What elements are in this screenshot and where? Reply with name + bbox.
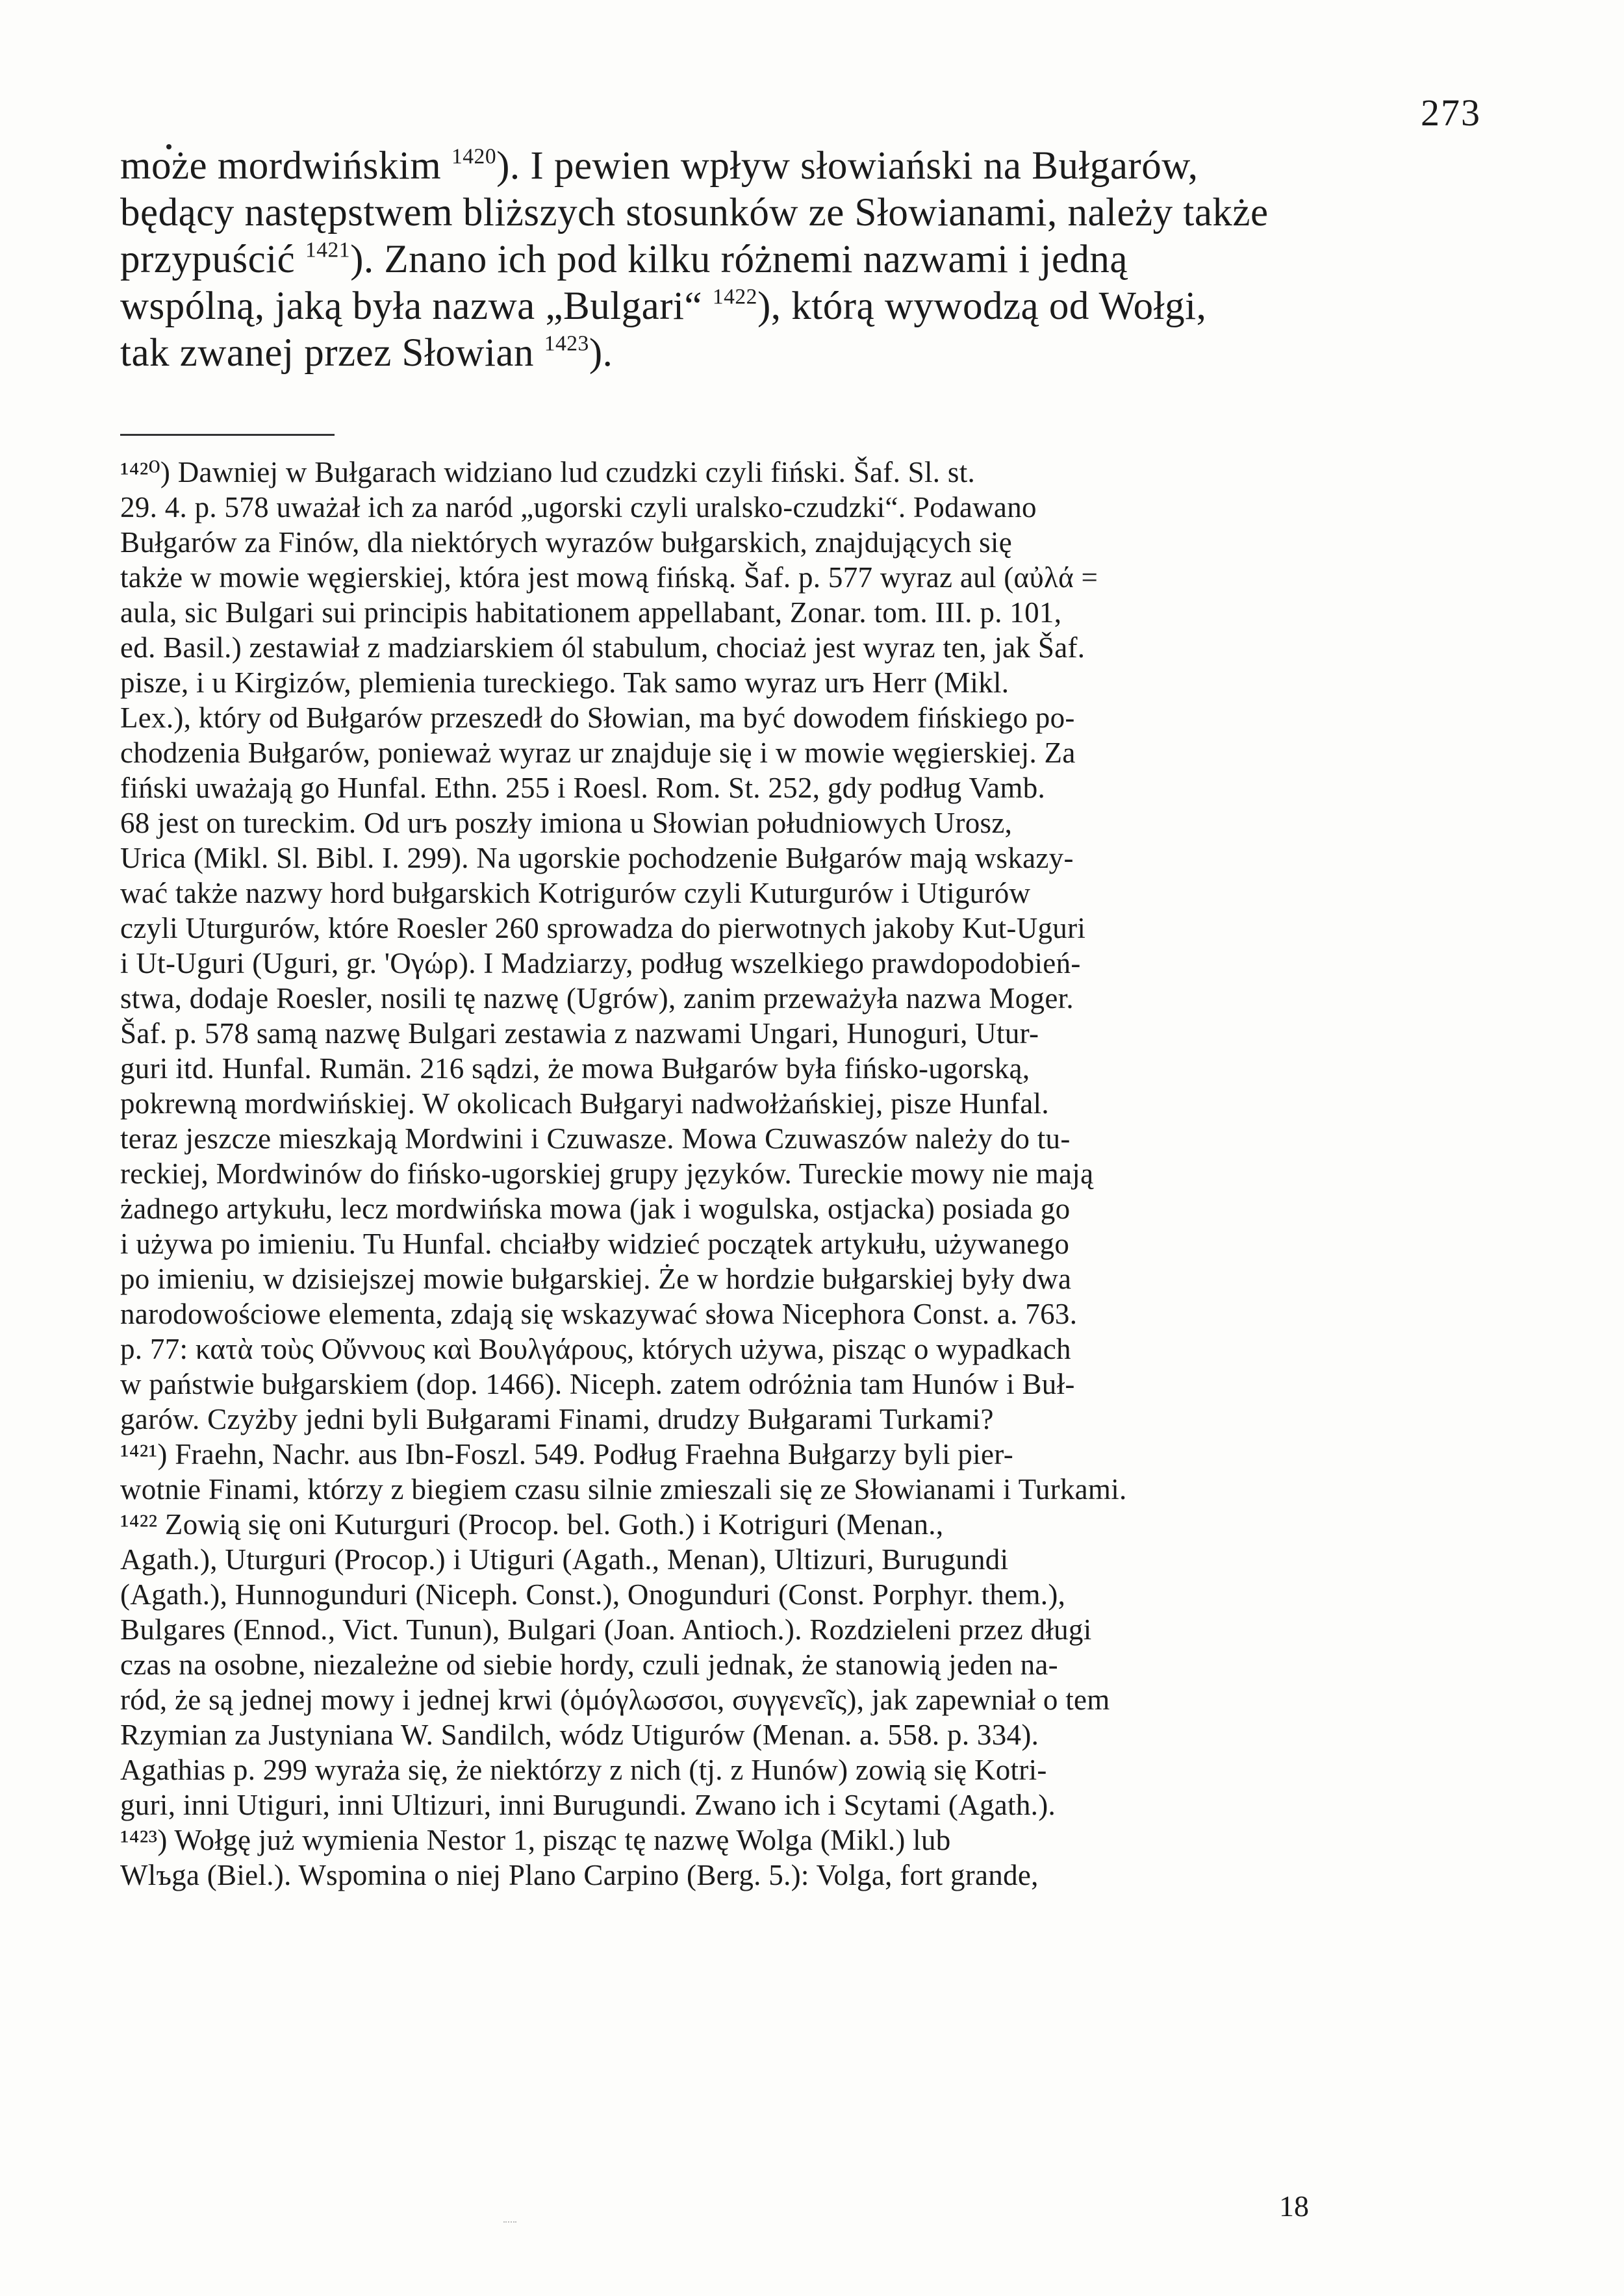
footnote-line: Wlъga (Biel.). Wspomina o niej Plano Carpino (Berg. 5.): Volga, fort grande,	[120, 1859, 1039, 1891]
footnote-separator	[120, 434, 335, 436]
footnote-line: czas na osobne, niezależne od siebie hordy, czuli jednak, że stanowią jeden na-	[120, 1648, 1058, 1681]
faint-mark	[503, 2221, 516, 2227]
footnote-line: Lex.), który od Bułgarów przeszedł do Słowian, ma być dowodem fińskiego po-	[120, 701, 1075, 734]
footnote-line: chodzenia Bułgarów, ponieważ wyraz ur znajduje się i w mowie węgierskiej. Za	[120, 737, 1076, 769]
footnote-line: aula, sic Bulgari sui principis habitationem appellabant, Zonar. tom. III. p. 101,	[120, 596, 1062, 629]
main-line-tail: ). Znano ich pod kilku różnemi nazwami i jedną	[350, 238, 1128, 281]
main-line	[120, 190, 1442, 236]
footnote-line: ¹⁴²² Zowią się oni Kuturguri (Procop. bel. Goth.) i Kotriguri (Menan.,	[120, 1508, 944, 1541]
footnote-line: także w mowie węgierskiej, która jest mową fińską. Šaf. p. 577 wyraz aul (αὐλά =	[120, 561, 1098, 594]
footnote-line: ¹⁴²⁰) Dawniej w Bułgarach widziano lud czudzki czyli fiński. Šaf. Sl. st.	[120, 456, 976, 488]
footnote-line: teraz jeszcze mieszkają Mordwini i Czuwasze. Mowa Czuwaszów należy do tu-	[120, 1122, 1071, 1155]
main-paragraph	[120, 143, 1442, 377]
main-line-text: może mordwińskim	[120, 144, 451, 188]
footnote-line: Agathias p. 299 wyraża się, że niektórzy z nich (tj. z Hunów) zowią się Kotri-	[120, 1754, 1047, 1786]
footnote-ref: 1422	[712, 284, 757, 309]
main-line-text: tak zwanej przez Słowian	[120, 331, 544, 375]
footnote-line: Urica (Mikl. Sl. Bibl. I. 299). Na ugorskie pochodzenie Bułgarów mają wskazy-	[120, 842, 1074, 874]
footnote-line: 29. 4. p. 578 uważał ich za naród „ugorski czyli uralsko-czudzki“. Podawano	[120, 491, 1037, 524]
footnote-line: czyli Uturgurów, które Roesler 260 sprowadza do pierwotnych jakoby Kut-Uguri	[120, 912, 1086, 944]
footnote-line: Rzymian za Justyniana W. Sandilch, wódz Utigurów (Menan. a. 558. p. 334).	[120, 1719, 1039, 1751]
footnote-line: p. 77: κατὰ τοὺς Οὔννους καὶ Βουλγάρους, których używa, pisząc o wypadkach	[120, 1333, 1071, 1365]
printer-signature: 18	[1279, 2189, 1309, 2223]
footnote-line: (Agath.), Hunnogunduri (Niceph. Const.), Onogunduri (Const. Porphyr. them.),	[120, 1578, 1066, 1611]
main-line-tail: ).	[589, 331, 613, 375]
page-number: 273	[1421, 92, 1481, 134]
footnote-line: ród, że są jednej mowy i jednej krwi (ὁμόγλωσσοι, συγγενεῖς), jak zapewniał o tem	[120, 1684, 1110, 1716]
main-line-text: wspólną, jaką była nazwa „Bulgari“	[120, 284, 713, 328]
main-line	[120, 330, 1442, 377]
footnote-ref: 1423	[544, 331, 589, 356]
footnote-line: po imieniu, w dzisiejszej mowie bułgarskiej. Że w hordzie bułgarskiej były dwa	[120, 1263, 1072, 1295]
footnote-line: stwa, dodaje Roesler, nosili tę nazwę (Ugrów), zanim przeważyła nazwa Moger.	[120, 982, 1074, 1015]
footnote-line: ¹⁴²³) Wołgę już wymienia Nestor 1, pisząc tę nazwę Wolga (Mikl.) lub	[120, 1824, 951, 1856]
main-line-text: będący następstwem bliższych stosunków ze Słowianami, należy także	[120, 191, 1269, 234]
footnote-line: wać także nazwy hord bułgarskich Kotrigurów czyli Kuturgurów i Utigurów	[120, 877, 1031, 909]
main-line-tail: ). I pewien wpływ słowiański na Bułgarów,	[496, 144, 1199, 188]
footnote-line: pokrewną mordwińskiej. W okolicach Bułgaryi nadwołżańskiej, pisze Hunfal.	[120, 1087, 1049, 1120]
footnote-line: Bulgares (Ennod., Vict. Tunun), Bulgari (Joan. Antioch.). Rozdzieleni przez długi	[120, 1613, 1092, 1646]
footnote-line: pisze, i u Kirgizów, plemienia tureckiego. Tak samo wyraz urъ Herr (Mikl.	[120, 666, 1009, 699]
main-line-tail: ), którą wywodzą od Wołgi,	[757, 284, 1207, 328]
main-line	[120, 143, 1442, 190]
main-line-text: przypuścić	[120, 238, 305, 281]
footnote-line: guri, inni Utiguri, inni Ultizuri, inni Burugundi. Zwano ich i Scytami (Agath.).	[120, 1789, 1056, 1821]
footnote-line: w państwie bułgarskiem (dop. 1466). Niceph. zatem odróżnia tam Hunów i Buł-	[120, 1368, 1075, 1400]
footnote-line: reckiej, Mordwinów do fińsko-ugorskiej grupy języków. Tureckie mowy nie mają	[120, 1157, 1094, 1190]
footnote-line: ed. Basil.) zestawiał z madziarskiem ól stabulum, chociaż jest wyraz ten, jak Šaf.	[120, 631, 1085, 664]
footnote-line: narodowościowe elementa, zdają się wskazywać słowa Nicephora Const. a. 763.	[120, 1298, 1078, 1330]
footnotes-block	[120, 455, 1449, 1893]
footnote-line: i używa po imieniu. Tu Hunfal. chciałby widzieć początek artykułu, używanego	[120, 1228, 1070, 1260]
main-line	[120, 283, 1442, 330]
footnote-line: 68 jest on tureckim. Od urъ poszły imiona u Słowian południowych Urosz,	[120, 807, 1013, 839]
footnote-line: Agath.), Uturguri (Procop.) i Utiguri (Agath., Menan), Ultizuri, Burugundi	[120, 1543, 1009, 1576]
footnote-line: Šaf. p. 578 samą nazwę Bulgari zestawia z nazwami Ungari, Hunoguri, Utur-	[120, 1017, 1039, 1050]
main-line	[120, 236, 1442, 283]
footnote-ref: 1421	[305, 238, 351, 262]
footnote-line: i Ut-Uguri (Uguri, gr. 'Ογώρ). I Madziarzy, podług wszelkiego prawdopodobień-	[120, 947, 1081, 979]
footnote-line: Bułgarów za Finów, dla niektórych wyrazów bułgarskich, znajdujących się	[120, 526, 1012, 559]
footnote-line: fiński uważają go Hunfal. Ethn. 255 i Roesl. Rom. St. 252, gdy podług Vamb.	[120, 772, 1046, 804]
footnote-line: garów. Czyżby jedni byli Bułgarami Finami, drudzy Bułgarami Turkami?	[120, 1403, 994, 1435]
footnote-line: wotnie Finami, którzy z biegiem czasu silnie zmieszali się ze Słowianami i Turkami.	[120, 1473, 1127, 1506]
footnote-line: guri itd. Hunfal. Rumän. 216 sądzi, że mowa Bułgarów była fińsko-ugorską,	[120, 1052, 1030, 1085]
footnote-line: żadnego artykułu, lecz mordwińska mowa (jak i wogulska, ostjacka) posiada go	[120, 1192, 1071, 1225]
footnote-ref: 1420	[451, 144, 497, 169]
footnote-line: ¹⁴²¹) Fraehn, Nachr. aus Ibn-Foszl. 549. Podług Fraehna Bułgarzy byli pier-	[120, 1438, 1013, 1470]
